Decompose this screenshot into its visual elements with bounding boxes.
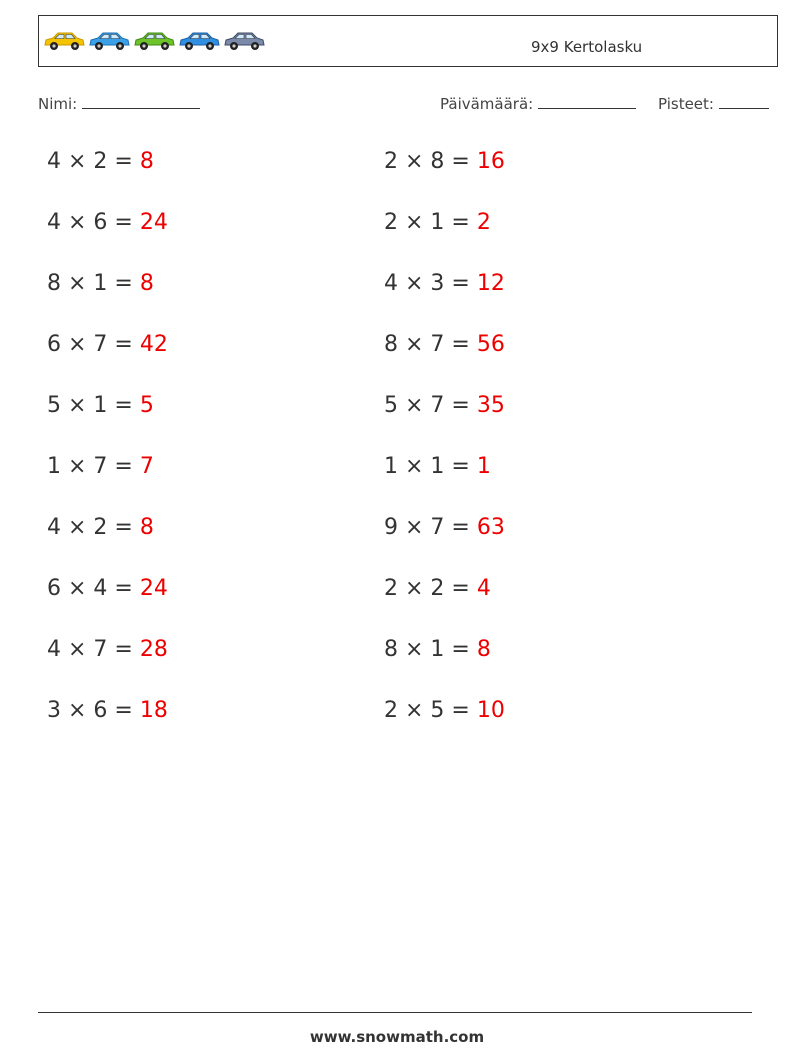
problem-left-10 (47, 698, 168, 723)
equals-sign: = (107, 271, 140, 296)
factor-b: 3 (430, 271, 445, 296)
equals-sign: = (444, 271, 477, 296)
answer: 42 (139, 332, 168, 357)
times-sign: × (398, 515, 431, 540)
factor-b: 1 (430, 637, 445, 662)
problem-right-8 (384, 576, 491, 601)
times-sign: × (398, 576, 431, 601)
times-sign: × (61, 515, 94, 540)
problem-right-6 (384, 454, 491, 479)
factor-a: 2 (384, 698, 398, 723)
times-sign: × (398, 149, 431, 174)
equals-sign: = (444, 576, 477, 601)
answer: 56 (476, 332, 505, 357)
factor-a: 8 (384, 332, 398, 357)
factor-a: 8 (47, 271, 61, 296)
answer: 4 (476, 576, 491, 601)
answer: 8 (139, 149, 154, 174)
factor-b: 7 (93, 332, 108, 357)
answer: 28 (139, 637, 168, 662)
problem-left-8 (47, 576, 168, 601)
answer: 2 (476, 210, 491, 235)
answer: 8 (476, 637, 491, 662)
problem-left-1 (47, 149, 154, 174)
answer: 63 (476, 515, 505, 540)
times-sign: × (61, 454, 94, 479)
factor-a: 6 (47, 332, 61, 357)
equals-sign: = (107, 454, 140, 479)
score-blank[interactable] (719, 93, 769, 109)
problem-right-1 (384, 149, 505, 174)
times-sign: × (398, 698, 431, 723)
equals-sign: = (444, 393, 477, 418)
answer: 7 (139, 454, 154, 479)
factor-a: 4 (47, 515, 61, 540)
problem-right-9 (384, 637, 491, 662)
factor-b: 1 (93, 393, 108, 418)
times-sign: × (61, 149, 94, 174)
factor-b: 6 (93, 210, 108, 235)
answer: 35 (476, 393, 505, 418)
factor-a: 1 (384, 454, 398, 479)
factor-b: 1 (430, 454, 445, 479)
score-field (658, 93, 769, 113)
factor-a: 4 (47, 149, 61, 174)
date-blank[interactable] (538, 93, 636, 109)
worksheet-header (38, 15, 778, 67)
factor-b: 2 (93, 515, 108, 540)
factor-a: 1 (47, 454, 61, 479)
times-sign: × (61, 332, 94, 357)
times-sign: × (61, 393, 94, 418)
date-label: Päivämäärä: (440, 95, 534, 113)
factor-a: 5 (384, 393, 398, 418)
name-blank[interactable] (82, 93, 200, 109)
name-label: Nimi: (38, 95, 78, 113)
date-field (440, 93, 636, 113)
factor-b: 4 (93, 576, 108, 601)
problem-right-4 (384, 332, 505, 357)
factor-a: 2 (384, 576, 398, 601)
answer: 12 (476, 271, 505, 296)
equals-sign: = (444, 210, 477, 235)
green-car-icon (133, 30, 175, 52)
times-sign: × (61, 637, 94, 662)
answer: 24 (139, 576, 168, 601)
answer: 10 (476, 698, 505, 723)
equals-sign: = (444, 149, 477, 174)
factor-b: 1 (93, 271, 108, 296)
factor-a: 2 (384, 210, 398, 235)
factor-b: 7 (93, 637, 108, 662)
factor-a: 9 (384, 515, 398, 540)
problem-right-10 (384, 698, 505, 723)
times-sign: × (398, 393, 431, 418)
factor-b: 5 (430, 698, 445, 723)
score-label: Pisteet: (658, 95, 714, 113)
answer: 8 (139, 515, 154, 540)
equals-sign: = (107, 149, 140, 174)
equals-sign: = (444, 637, 477, 662)
problem-right-5 (384, 393, 505, 418)
factor-a: 3 (47, 698, 61, 723)
blue-car-icon (88, 30, 130, 52)
equals-sign: = (444, 454, 477, 479)
problem-right-3 (384, 271, 505, 296)
equals-sign: = (107, 210, 140, 235)
equals-sign: = (444, 332, 477, 357)
times-sign: × (398, 210, 431, 235)
times-sign: × (398, 271, 431, 296)
factor-b: 1 (430, 210, 445, 235)
factor-a: 8 (384, 637, 398, 662)
equals-sign: = (107, 637, 140, 662)
equals-sign: = (107, 576, 140, 601)
equals-sign: = (107, 332, 140, 357)
name-field (38, 93, 200, 113)
factor-b: 7 (430, 332, 445, 357)
footer-divider (38, 1012, 752, 1013)
factor-b: 6 (93, 698, 108, 723)
problem-left-3 (47, 271, 154, 296)
yellow-car-icon (43, 30, 85, 52)
problem-left-7 (47, 515, 154, 540)
equals-sign: = (107, 698, 140, 723)
answer: 1 (476, 454, 491, 479)
factor-a: 2 (384, 149, 398, 174)
factor-b: 7 (430, 515, 445, 540)
factor-a: 6 (47, 576, 61, 601)
factor-b: 7 (430, 393, 445, 418)
factor-b: 2 (430, 576, 445, 601)
times-sign: × (61, 576, 94, 601)
problem-right-2 (384, 210, 491, 235)
problem-left-5 (47, 393, 154, 418)
times-sign: × (398, 332, 431, 357)
car-icons (43, 30, 265, 52)
problem-left-6 (47, 454, 154, 479)
answer: 24 (139, 210, 168, 235)
times-sign: × (61, 271, 94, 296)
answer: 18 (139, 698, 168, 723)
gray-car-icon (223, 30, 265, 52)
times-sign: × (61, 210, 94, 235)
times-sign: × (398, 454, 431, 479)
answer: 5 (139, 393, 154, 418)
equals-sign: = (107, 515, 140, 540)
worksheet-title: 9x9 Kertolasku (531, 38, 643, 56)
factor-a: 5 (47, 393, 61, 418)
problem-left-2 (47, 210, 168, 235)
factor-a: 4 (384, 271, 398, 296)
footer-site: www.snowmath.com (309, 1028, 485, 1046)
factor-a: 4 (47, 210, 61, 235)
factor-b: 8 (430, 149, 445, 174)
equals-sign: = (444, 515, 477, 540)
answer: 8 (139, 271, 154, 296)
factor-b: 7 (93, 454, 108, 479)
times-sign: × (398, 637, 431, 662)
factor-a: 4 (47, 637, 61, 662)
blue-car-icon (178, 30, 220, 52)
problem-right-7 (384, 515, 505, 540)
equals-sign: = (107, 393, 140, 418)
problem-left-4 (47, 332, 168, 357)
factor-b: 2 (93, 149, 108, 174)
answer: 16 (476, 149, 505, 174)
times-sign: × (61, 698, 94, 723)
problem-left-9 (47, 637, 168, 662)
equals-sign: = (444, 698, 477, 723)
